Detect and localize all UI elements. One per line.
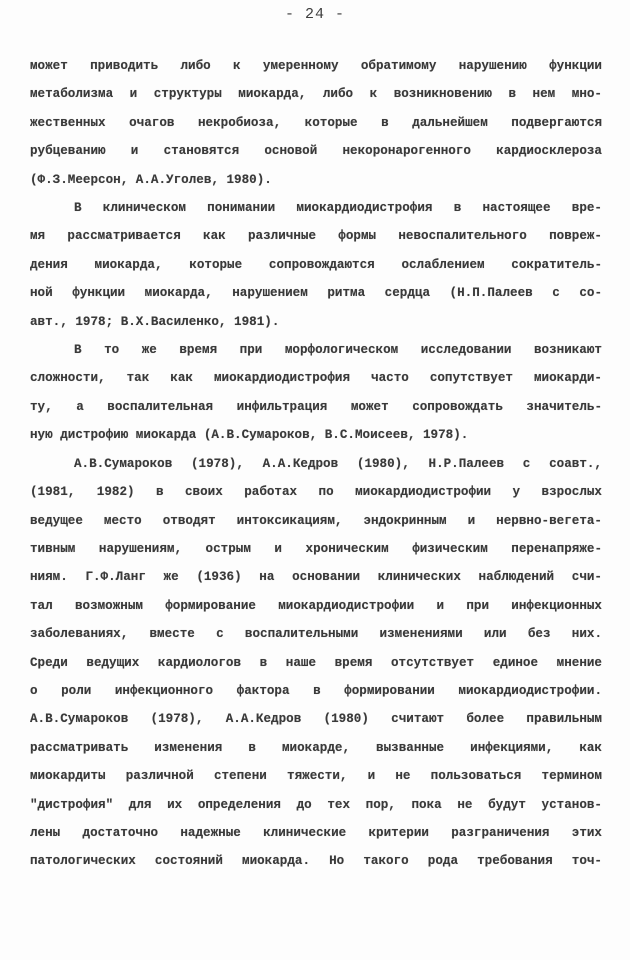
text-line: Среди ведущих кардиологов в наше время отсутствует единое мнение	[30, 655, 602, 670]
text-line: А.В.Сумароков (1978), А.А.Кедров (1980), Н.Р.Палеев с соавт.,	[74, 456, 602, 471]
text-line: патологических состояний миокарда. Но такого рода требования точ-	[30, 854, 602, 869]
text-line: ной функции миокарда, нарушением ритма сердца (Н.П.Палеев с со-	[30, 286, 602, 301]
text-line: ную дистрофию миокарда (А.В.Сумароков, В.С.Моисеев, 1978).	[30, 428, 469, 443]
text-line: лены достаточно надежные клинические критерии разграничения этих	[30, 825, 602, 840]
text-line: тивным нарушениям, острым и хроническим физическим перенапряже-	[30, 541, 602, 556]
text-line: дения миокарда, которые сопровождаются ослаблением сократитель-	[30, 257, 602, 272]
text-line: сложности, так как миокардиодистрофия часто сопутствует миокарди-	[30, 371, 602, 386]
text-line: авт., 1978; В.Х.Василенко, 1981).	[30, 314, 280, 329]
text-line: (1981, 1982) в своих работах по миокардиодистрофии у взрослых	[30, 485, 602, 500]
text-line: мя рассматривается как различные формы невоспалительного повреж-	[30, 229, 602, 244]
text-line: ту, а воспалительная инфильтрация может сопровождать значитель-	[30, 399, 602, 414]
text-line: рассматривать изменения в миокарде, вызванные инфекциями, как	[30, 740, 602, 755]
text-line: жественных очагов некробиоза, которые в дальнейшем подвергаются	[30, 115, 602, 130]
text-line: ниям. Г.Ф.Ланг же (1936) на основании клинических наблюдений счи-	[30, 570, 602, 585]
text-line: рубцеванию и становятся основой некоронарогенного кардиосклероза	[30, 144, 602, 159]
body-text	[30, 52, 602, 876]
text-line: о роли инфекционного фактора в формировании миокардиодистрофии.	[30, 683, 602, 698]
text-line: В клиническом понимании миокардиодистрофия в настоящее вре-	[74, 201, 602, 216]
text-line: А.В.Сумароков (1978), А.А.Кедров (1980) считают более правильным	[30, 712, 602, 727]
text-line: тал возможным формирование миокардиодистрофии и при инфекционных	[30, 598, 602, 613]
page-number: - 24 -	[284, 6, 345, 23]
text-line: метаболизма и структуры миокарда, либо к возникновению в нем мно-	[30, 87, 602, 102]
text-line: (Ф.З.Меерсон, А.А.Уголев, 1980).	[30, 172, 272, 187]
text-line: ведущее место отводят интоксикациям, эндокринным и нервно-вегета-	[30, 513, 602, 528]
text-line: миокардиты различной степени тяжести, и не пользоваться термином	[30, 769, 602, 784]
text-line: "дистрофия" для их определения до тех пор, пока не будут установ-	[30, 797, 602, 812]
text-line: В то же время при морфологическом исследовании возникают	[74, 343, 602, 358]
text-line: может приводить либо к умеренному обратимому нарушению функции	[30, 59, 602, 73]
text-line: заболеваниях, вместе с воспалительными изменениями или без них.	[30, 627, 602, 642]
